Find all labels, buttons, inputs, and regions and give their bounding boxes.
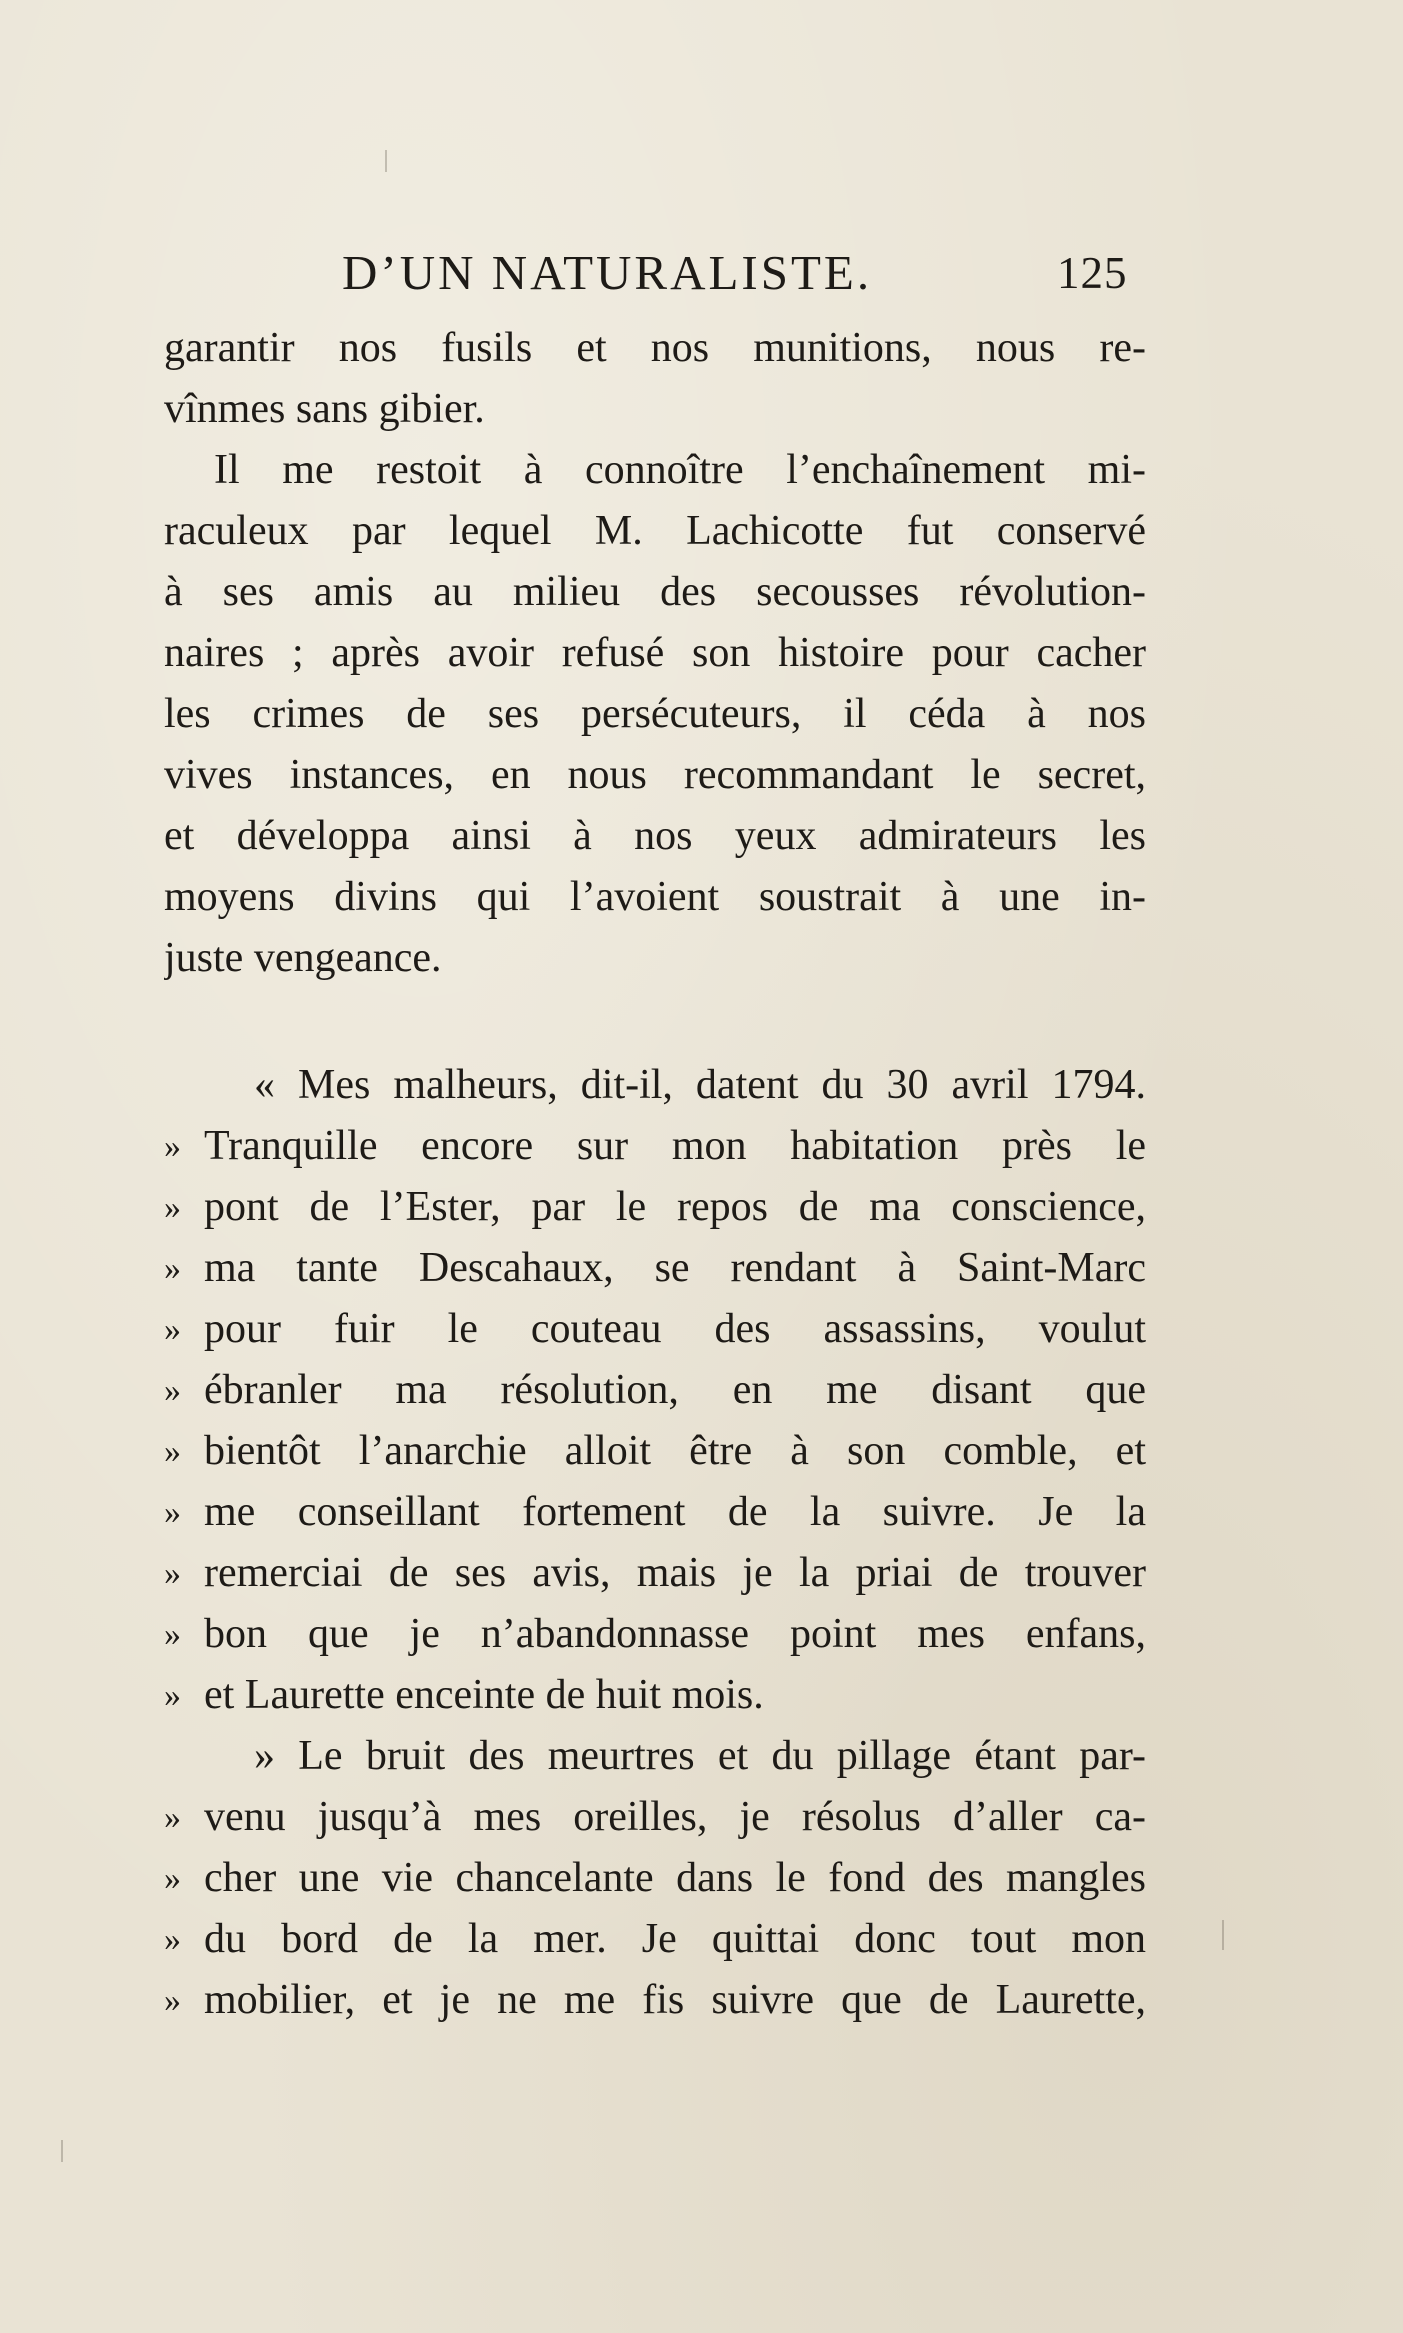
quote-line bbox=[164, 1177, 1146, 1238]
quote-text: pour fuir le couteau des assassins, voulut bbox=[204, 1306, 1146, 1352]
quote-text: bientôt l’anarchie alloit être à son comble, et bbox=[204, 1428, 1146, 1474]
text-line: vînmes sans gibier. bbox=[164, 386, 485, 432]
continuation-quote-mark: » bbox=[164, 1250, 178, 1287]
quote-text: remerciai de ses avis, mais je la priai de trouver bbox=[204, 1550, 1146, 1596]
quote-line bbox=[164, 1543, 1146, 1604]
open-quote-mark: « bbox=[254, 1062, 275, 1108]
quote-line bbox=[164, 1848, 1146, 1909]
continuation-quote-mark: » bbox=[164, 1311, 178, 1348]
continuation-quote-mark: » bbox=[164, 1982, 178, 2019]
quote-text: pont de l’Ester, par le repos de ma conscience, bbox=[204, 1184, 1146, 1230]
continuation-quote-mark: » bbox=[164, 1494, 178, 1531]
quote-line bbox=[164, 1909, 1146, 1970]
paragraph-escape-story bbox=[164, 440, 1146, 989]
quote-text: bon que je n’abandonnasse point mes enfans, bbox=[204, 1611, 1146, 1657]
continuation-quote-mark: » bbox=[164, 1433, 178, 1470]
margin-speck bbox=[1222, 1920, 1224, 1950]
continuation-quote-mark: » bbox=[164, 1860, 178, 1897]
running-head bbox=[162, 238, 1162, 308]
text-line: et développa ainsi à nos yeux admirateurs les bbox=[164, 813, 1146, 859]
section-gap bbox=[164, 989, 1146, 1055]
margin-speck bbox=[385, 150, 387, 172]
quoted-paragraph-1 bbox=[164, 1055, 1146, 1726]
running-title: D’UN NATURALISTE. bbox=[342, 245, 873, 300]
body-text bbox=[164, 318, 1146, 2031]
quote-text: » Le bruit des meurtres et du pillage étant par- bbox=[254, 1733, 1146, 1779]
quote-line bbox=[164, 1787, 1146, 1848]
text-line: vives instances, en nous recommandant le secret, bbox=[164, 752, 1146, 798]
paragraph-continued bbox=[164, 318, 1146, 440]
text-line: raculeux par lequel M. Lachicotte fut conservé bbox=[164, 508, 1146, 554]
quote-text: « Mes malheurs, dit-il, datent du 30 avril 1794. bbox=[254, 1062, 1146, 1108]
quote-text: cher une vie chancelante dans le fond des mangles bbox=[204, 1855, 1146, 1901]
quote-line bbox=[164, 1299, 1146, 1360]
continuation-quote-mark: » bbox=[164, 1189, 178, 1226]
quote-text: ébranler ma résolution, en me disant que bbox=[204, 1367, 1146, 1413]
text-line: Il me restoit à connoître l’enchaînement mi- bbox=[214, 447, 1146, 493]
quote-line bbox=[164, 1604, 1146, 1665]
text-line: juste vengeance. bbox=[164, 935, 442, 981]
quoted-paragraph-2 bbox=[164, 1726, 1146, 2031]
quote-line bbox=[164, 1238, 1146, 1299]
quote-text: Tranquille encore sur mon habitation près le bbox=[204, 1123, 1146, 1169]
continuation-quote-mark: » bbox=[164, 1921, 178, 1958]
quote-line bbox=[164, 1482, 1146, 1543]
quote-text: venu jusqu’à mes oreilles, je résolus d’aller ca- bbox=[204, 1794, 1146, 1840]
quote-text: du bord de la mer. Je quittai donc tout mon bbox=[204, 1916, 1146, 1962]
continuation-quote-mark: » bbox=[164, 1677, 178, 1714]
text-line: à ses amis au milieu des secousses révolution- bbox=[164, 569, 1146, 615]
continuation-quote-mark: » bbox=[164, 1555, 178, 1592]
quote-text: ma tante Descahaux, se rendant à Saint-Marc bbox=[204, 1245, 1146, 1291]
quote-line bbox=[164, 1116, 1146, 1177]
continuation-quote-mark: » bbox=[164, 1616, 178, 1653]
text-line: naires ; après avoir refusé son histoire pour cacher bbox=[164, 630, 1146, 676]
continuation-quote-mark: » bbox=[164, 1128, 178, 1165]
quote-line bbox=[164, 1055, 1146, 1116]
text-line: moyens divins qui l’avoient soustrait à une in- bbox=[164, 874, 1146, 920]
quote-text: me conseillant fortement de la suivre. Je la bbox=[204, 1489, 1146, 1535]
quote-line bbox=[164, 1360, 1146, 1421]
quote-line bbox=[164, 1726, 1146, 1787]
margin-speck bbox=[61, 2140, 63, 2162]
text-line: garantir nos fusils et nos munitions, nous re- bbox=[164, 325, 1146, 371]
quote-line bbox=[164, 1970, 1146, 2031]
continuation-quote-mark: » bbox=[164, 1372, 178, 1409]
quote-line bbox=[164, 1665, 1146, 1726]
quote-text: et Laurette enceinte de huit mois. bbox=[204, 1672, 764, 1718]
quote-line bbox=[164, 1421, 1146, 1482]
continuation-quote-mark: » bbox=[254, 1733, 275, 1779]
page-number: 125 bbox=[1057, 248, 1128, 298]
quote-text: mobilier, et je ne me fis suivre que de Laurette, bbox=[204, 1977, 1146, 2023]
text-line: les crimes de ses persécuteurs, il céda à nos bbox=[164, 691, 1146, 737]
continuation-quote-mark: » bbox=[164, 1799, 178, 1836]
